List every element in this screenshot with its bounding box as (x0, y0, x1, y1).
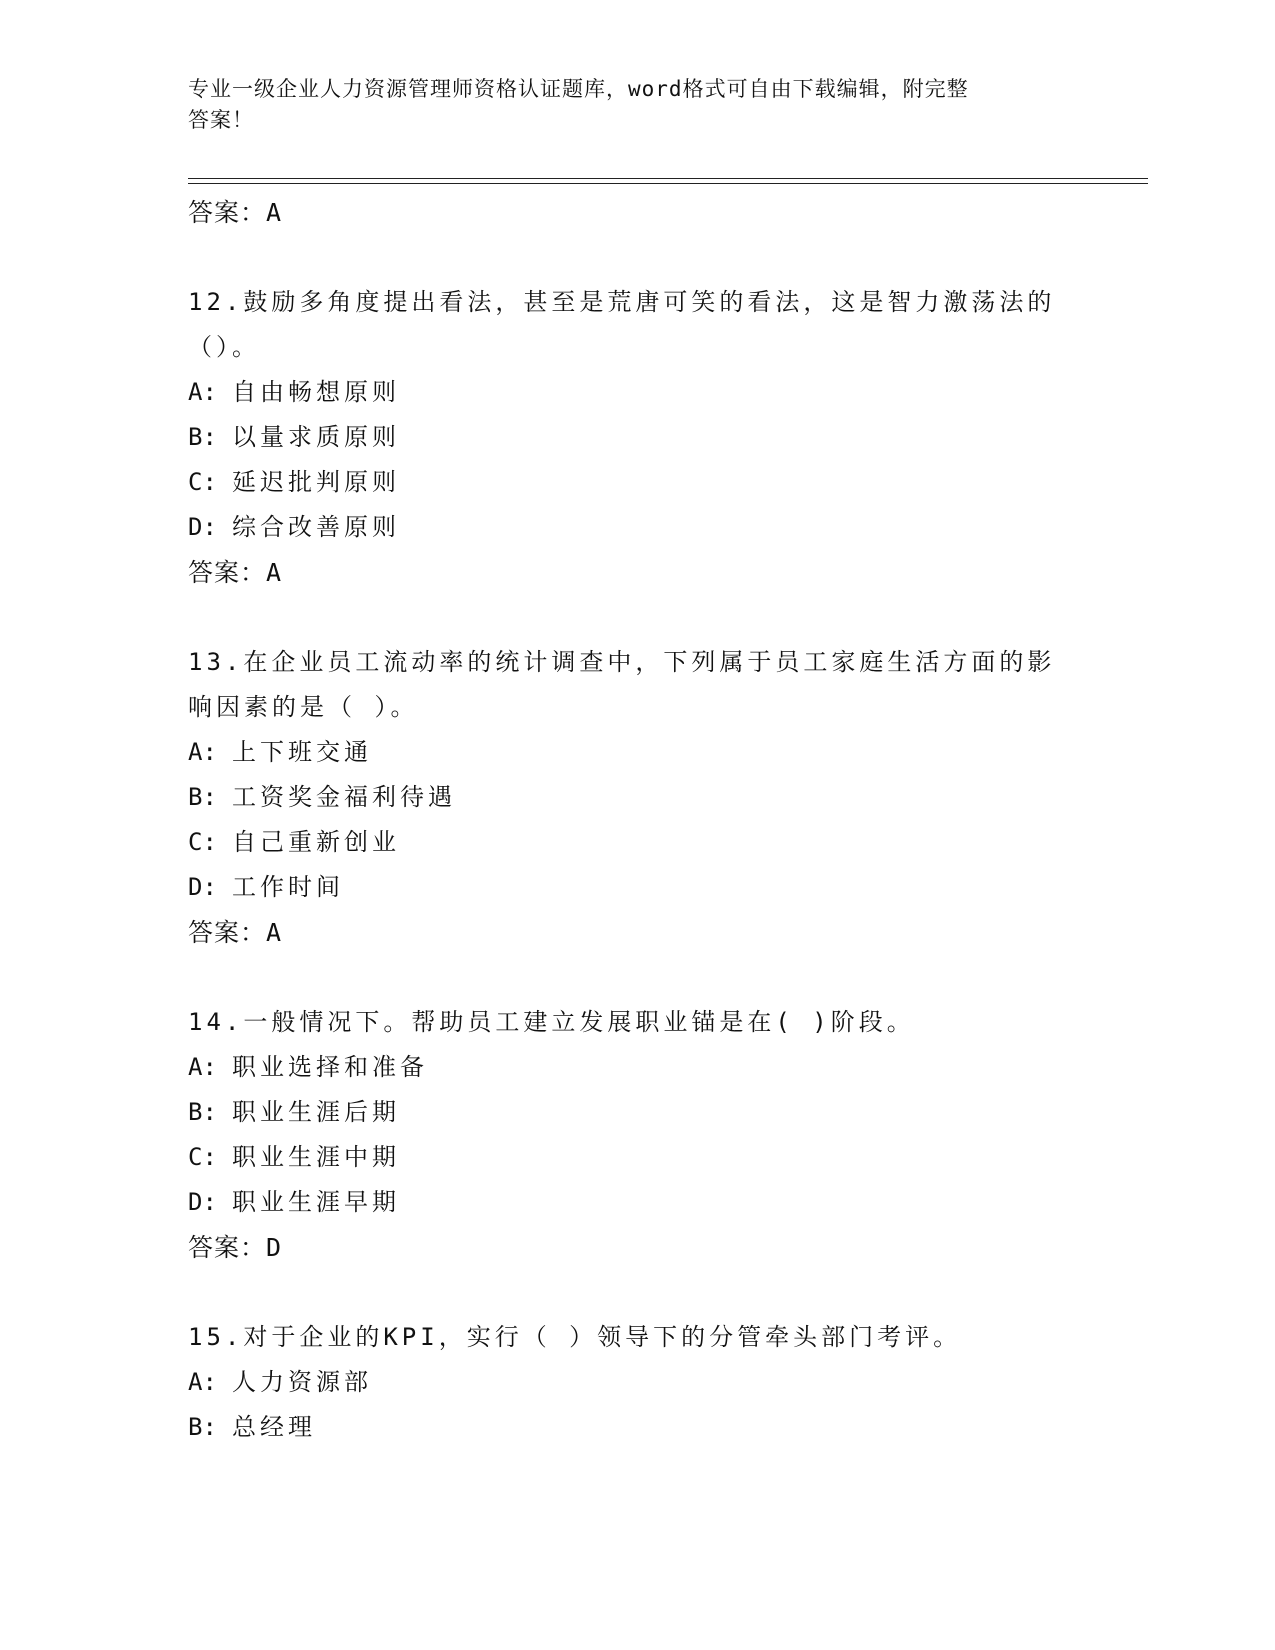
question-text: 12.鼓励多角度提出看法，甚至是荒唐可笑的看法，这是智力激荡法的 (188, 288, 1056, 316)
question-block (188, 1315, 1108, 1450)
document-header (188, 74, 1088, 136)
question-block (188, 1000, 1108, 1271)
answer-line: 答案：D (188, 1233, 283, 1262)
spacer (188, 1271, 1108, 1315)
option-text: 人力资源部 (232, 1368, 372, 1396)
option-text: 工作时间 (232, 873, 344, 901)
question-text: 响因素的是（ ）。 (188, 693, 419, 721)
answer-line: 答案：A (188, 558, 283, 587)
option-key: C: (188, 1143, 217, 1171)
option-key: B: (188, 1413, 217, 1441)
header-divider-top (188, 178, 1148, 179)
answer-line: 答案：A (188, 918, 283, 947)
option-key: A: (188, 1053, 217, 1081)
question-text: 15.对于企业的KPI，实行（ ）领导下的分管牵头部门考评。 (188, 1323, 962, 1351)
option-text: 以量求质原则 (232, 423, 400, 451)
option-key: B: (188, 783, 217, 811)
option-text: 职业选择和准备 (232, 1053, 428, 1081)
option-text: 职业生涯早期 (232, 1188, 400, 1216)
option-b (188, 775, 1108, 820)
option-a (188, 1045, 1108, 1090)
option-text: 工资奖金福利待遇 (232, 783, 456, 811)
option-key: A: (188, 738, 217, 766)
option-d (188, 1180, 1108, 1225)
option-d (188, 865, 1108, 910)
option-key: D: (188, 873, 217, 901)
option-a (188, 370, 1108, 415)
option-text: 上下班交通 (232, 738, 372, 766)
option-text: 综合改善原则 (232, 513, 400, 541)
option-text: 自由畅想原则 (232, 378, 400, 406)
option-c (188, 1135, 1108, 1180)
question-list (188, 190, 1108, 1450)
spacer (188, 596, 1108, 640)
option-key: A: (188, 1368, 217, 1396)
option-key: A: (188, 378, 217, 406)
header-line-1: 专业一级企业人力资源管理师资格认证题库，word格式可自由下载编辑，附完整 (188, 77, 969, 101)
option-text: 自己重新创业 (232, 828, 400, 856)
option-a (188, 1360, 1108, 1405)
option-text: 职业生涯后期 (232, 1098, 400, 1126)
option-b (188, 1405, 1108, 1450)
answer-line: 答案：A (188, 198, 283, 227)
option-key: B: (188, 423, 217, 451)
option-text: 延迟批判原则 (232, 468, 400, 496)
option-b (188, 1090, 1108, 1135)
option-c (188, 820, 1108, 865)
question-block (188, 640, 1108, 956)
option-c (188, 460, 1108, 505)
option-key: C: (188, 828, 217, 856)
header-line-2: 答案！ (188, 108, 254, 132)
spacer (188, 956, 1108, 1000)
header-divider-bottom (188, 183, 1148, 184)
option-text: 总经理 (232, 1413, 316, 1441)
option-b (188, 415, 1108, 460)
option-d (188, 505, 1108, 550)
question-block (188, 280, 1108, 596)
option-key: C: (188, 468, 217, 496)
option-key: D: (188, 513, 217, 541)
option-text: 职业生涯中期 (232, 1143, 400, 1171)
option-key: B: (188, 1098, 217, 1126)
question-text: 14.一般情况下。帮助员工建立发展职业锚是在( )阶段。 (188, 1008, 915, 1036)
option-key: D: (188, 1188, 217, 1216)
spacer (188, 236, 1108, 280)
question-text: （）。 (188, 333, 260, 361)
question-text: 13.在企业员工流动率的统计调查中，下列属于员工家庭生活方面的影 (188, 648, 1056, 676)
option-a (188, 730, 1108, 775)
